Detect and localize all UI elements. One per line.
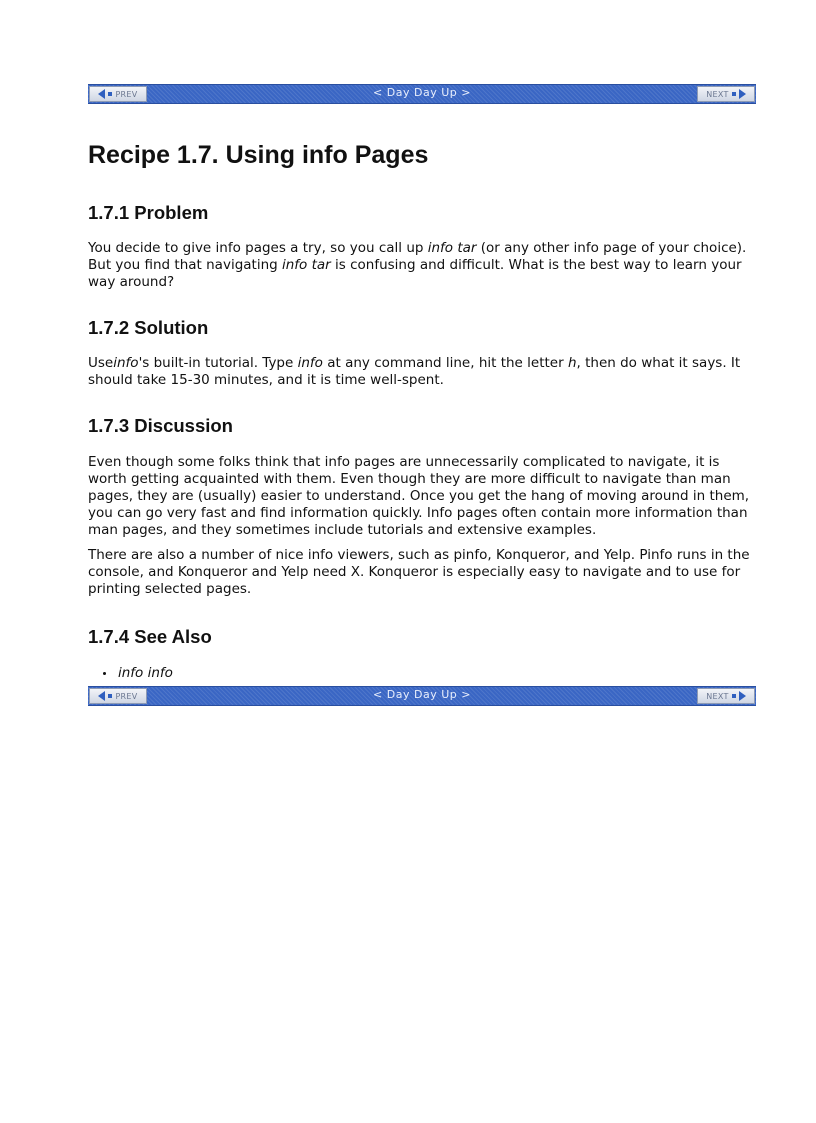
solution-text-3: at any command line, hit the letter <box>322 355 568 371</box>
day-day-up-link[interactable]: < Day Day Up > <box>373 86 471 99</box>
problem-heading: 1.7.1 Problem <box>88 202 209 223</box>
arrow-right-stem <box>732 92 736 96</box>
bullet-icon <box>103 672 106 675</box>
discussion-paragraph-2: There are also a number of nice info viewers, such as pinfo, Konqueror, and Yelp. Pinfo runs in the console, and Konqueror and Yelp need X. Konqueror is especially easy to navigate and to use for printing selected pages. <box>88 547 750 597</box>
discussion-heading: 1.7.3 Discussion <box>88 415 233 436</box>
see-also-item-label: info info <box>118 665 173 681</box>
solution-text-4: , then do what it says. It should take 15-30 minutes, and it is time well-spent. <box>88 355 741 388</box>
solution-text-2: 's built-in tutorial. Type <box>138 355 298 371</box>
day-day-up-link-wrap <box>88 86 756 99</box>
day-day-up-link-bottom[interactable]: < Day Day Up > <box>373 688 471 701</box>
prev-label: PREV <box>115 691 138 701</box>
discussion-paragraph-1: Even though some folks think that info pages are unnecessarily complicated to navigate, it is worth getting acquainted with them. Even though they are more difficult to navigate than man pages, they are (usually) easier to understand. Once you get the hang of moving around in them, you can go very fast and find information quickly. Info pages often contain more information than man pages, and they sometimes include tutorials and extensive examples. <box>88 454 750 538</box>
problem-em-1: info tar <box>427 240 477 256</box>
solution-heading: 1.7.2 Solution <box>88 317 209 338</box>
solution-paragraph <box>88 355 756 389</box>
solution-em-1: info <box>113 355 139 371</box>
arrow-right-icon <box>739 691 746 701</box>
page-title: Recipe 1.7. Using info Pages <box>88 141 429 169</box>
next-label: NEXT <box>706 691 729 701</box>
problem-paragraph <box>88 240 756 291</box>
next-button[interactable] <box>697 86 755 102</box>
see-also-heading: 1.7.4 See Also <box>88 626 212 647</box>
bottom-nav-bar <box>88 686 756 706</box>
see-also-list <box>88 665 756 682</box>
list-item <box>118 665 756 682</box>
solution-em-3: h <box>567 355 577 371</box>
problem-text-2: (or any other info page of your choice). But you find that navigating <box>88 240 747 273</box>
solution-em-2: info <box>297 355 323 371</box>
top-nav-bar <box>88 84 756 104</box>
problem-text-1: You decide to give info pages a try, so you call up <box>88 240 428 256</box>
arrow-right-stem <box>732 694 736 698</box>
problem-text-3: is confusing and difficult. What is the best way to learn your way around? <box>88 257 742 290</box>
problem-em-2: info tar <box>282 257 331 273</box>
day-day-up-link-wrap <box>88 688 756 701</box>
solution-text-1: Use <box>88 355 114 371</box>
prev-label: PREV <box>115 89 138 99</box>
next-label: NEXT <box>706 89 729 99</box>
arrow-right-icon <box>739 89 746 99</box>
page <box>88 84 756 706</box>
next-button-bottom[interactable] <box>697 688 755 704</box>
